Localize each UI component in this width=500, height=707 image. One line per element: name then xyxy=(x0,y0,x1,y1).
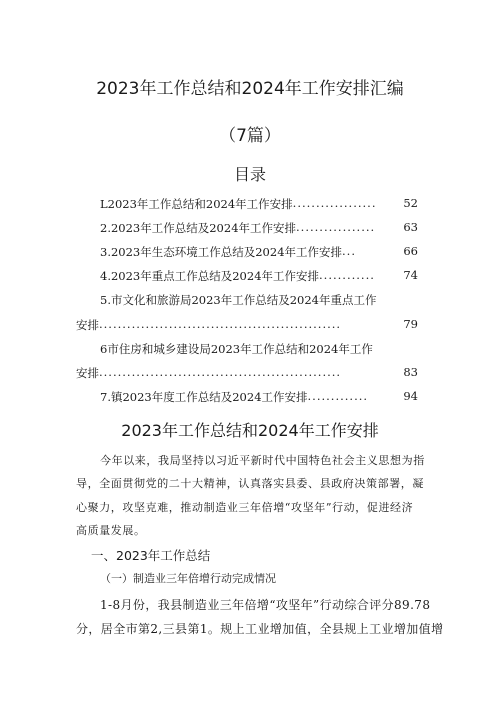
toc-entry-title-line1[interactable]: 5.市文化和旅游局2023年工作总结及2024年重点工作 xyxy=(100,293,377,307)
document-title: 2023年工作总结和2024年工作安排汇编 xyxy=(96,79,404,99)
paragraph-line: 高质量发展。 xyxy=(76,524,146,537)
toc-entry-title: 3.2023年生态环境工作总结及2024年工作安排 xyxy=(100,245,343,259)
toc-entry-leader: ............ xyxy=(319,268,375,282)
toc-entry-title: 2.2023年工作总结及2024年工作安排 xyxy=(100,221,297,235)
toc-entry-page: 94 xyxy=(403,389,418,403)
paragraph-line: 1-8月份，我县制造业三年倍增“攻坚年”行动综合评分89.78 xyxy=(100,598,431,612)
paragraph-line: 导，全面贯彻党的二十大精神，认真落实县委、县政府决策部署，凝 xyxy=(76,477,424,490)
toc-entry-page: 52 xyxy=(403,196,418,210)
toc-entry[interactable] xyxy=(100,244,418,260)
toc-entry-page: 63 xyxy=(403,220,418,234)
toc-entry[interactable] xyxy=(76,317,418,333)
toc-heading: 目录 xyxy=(233,165,266,184)
toc-entry[interactable] xyxy=(100,220,418,236)
toc-entry-leader: .................................................... xyxy=(99,365,342,379)
toc-entry[interactable] xyxy=(76,365,418,381)
section-title: 2023年工作总结和2024年工作安排 xyxy=(121,421,379,440)
toc-entry-title-line1[interactable]: 6市住房和城乡建设局2023年工作总结和2024年工作 xyxy=(100,342,373,356)
toc-entry-leader: .................. xyxy=(292,196,377,210)
toc-entry-title: 4.2023年重点工作总结及2024年工作安排 xyxy=(100,269,320,283)
toc-entry-title: 安排 xyxy=(76,318,99,332)
paragraph-line: 心聚力，攻坚克难，推动制造业三年倍增“攻坚年”行动，促进经济 xyxy=(76,501,414,514)
toc-entry-title: 安排 xyxy=(76,366,99,380)
toc-entry-leader: .................................................... xyxy=(99,317,342,331)
toc-entry-title: 7.镇2023年度工作总结及2024工作安排 xyxy=(100,390,308,404)
toc-entry[interactable] xyxy=(100,196,418,212)
toc-entry-page: 83 xyxy=(403,365,418,379)
toc-entry-leader: ................. xyxy=(296,220,376,234)
toc-entry-leader: ... xyxy=(342,244,356,258)
toc-entry-page: 66 xyxy=(403,244,418,258)
toc-entry-page: 74 xyxy=(403,268,418,282)
subheading: （一）制造业三年倍增行动完成情况 xyxy=(100,572,276,585)
subheading: 一、2023年工作总结 xyxy=(91,548,211,563)
paragraph-line: 今年以来，我局坚持以习近平新时代中国特色社会主义思想为指 xyxy=(100,454,425,467)
paragraph-line: 分，居全市第2,三县第1。规上工业增加值，全县规上工业增加值增 xyxy=(76,622,444,636)
toc-entry-page: 79 xyxy=(403,317,418,331)
toc-entry-leader: ............. xyxy=(307,389,369,403)
document-count: （7篇） xyxy=(219,126,281,146)
toc-entry[interactable] xyxy=(100,389,418,405)
toc-entry-title: L2023年工作总结和2024年工作安排 xyxy=(100,197,293,211)
toc-entry[interactable] xyxy=(100,268,418,284)
